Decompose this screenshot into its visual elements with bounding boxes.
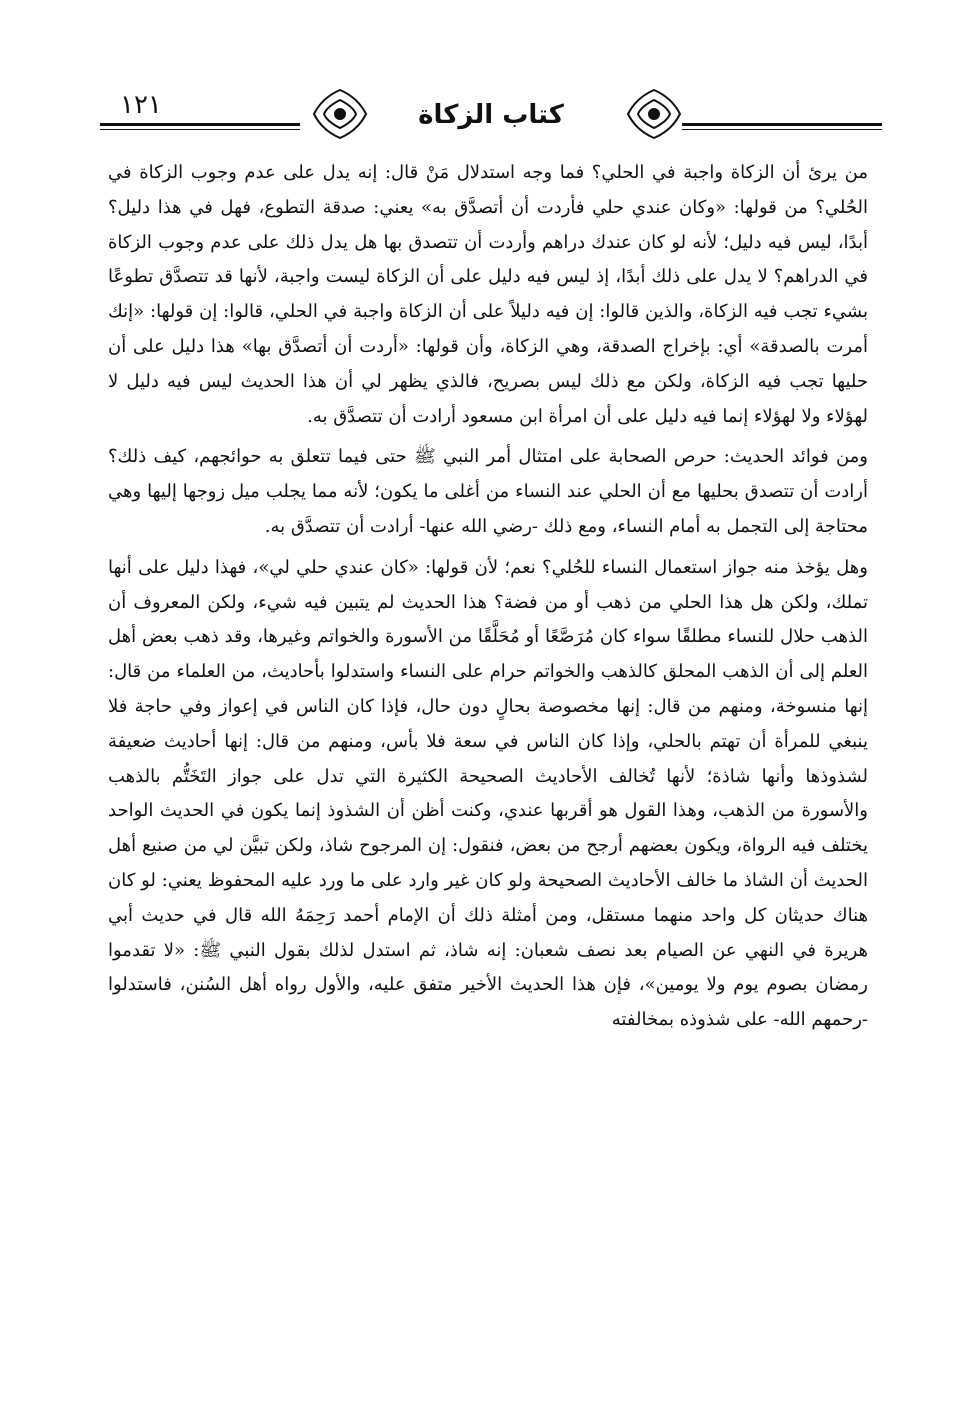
page-body — [108, 156, 868, 1038]
page-header — [100, 78, 882, 148]
ornament-right-icon — [624, 86, 684, 142]
chapter-title: كتاب الزكاة — [418, 100, 564, 130]
paragraph-2: ومن فوائد الحديث: حرص الصحابة على امتثال أمر النبي ﷺ حتى فيما تتعلق به حوائجهم، كيف ذلك؟ أرادت أن تتصدق بحليها مع أن الحلي عند النساء من أغلى ما يكون؛ لأنه مما يجلب ميل زوجها إليها وهي محتاجة إلى التجمل به أمام النساء، ومع ذلك -رضي الله عنها- أرادت أن تتصدَّق به. — [108, 446, 868, 537]
page-number: ١٢١ — [120, 90, 162, 120]
paragraph-3: وهل يؤخذ منه جواز استعمال النساء للحُلي؟ نعم؛ لأن قولها: «كان عندي حلي لي»، فهذا دليل على أنها تملك، ولكن هل هذا الحلي من ذهب أو من فضة؟ هذا الحديث لم يتبين فيه شيء، ولكن المعروف أن الذهب حلال للنساء مطلقًا سواء كان مُرَصَّعًا أو مُحَلَّقًا من الأسورة والخواتم وغيرها، وقد ذهب بعض أهل العلم إلى أن الذهب المحلق كالذهب والخواتم حرام على النساء واستدلوا بأحاديث، من العلماء من قال: إنها منسوخة، ومنهم من قال: إنها مخصوصة بحالٍ دون حال، فإذا كان الناس في إعواز وفي حاجة فلا ينبغي للمرأة أن تهتم بالحلي، وإذا كان الناس في سعة فلا بأس، ومنهم من قال: إنها أحاديث ضعيفة لشذوذها وأنها شاذة؛ لأنها تُخالف الأحاديث الصحيحة الكثيرة التي تدل على جواز التَخَتُّم بالذهب والأسورة من الذهب، وهذا القول هو أقربها عندي، وكنت أظن أن الشذوذ إنما يكون في الحديث الواحد يختلف فيه الرواة، ويكون بعضهم أرجح من بعض، فنقول: إن المرجوح شاذ، ولكن تبيَّن لي من صنيع أهل الحديث أن الشاذ ما خالف الأحاديث الصحيحة ولو كان غير وارد على ما ورد عليه المحفوظ يعني: لو كان هناك حديثان كل واحد منهما مستقل، ومن أمثلة ذلك أن الإمام أحمد رَحِمَهُ الله قال في حديث أبي هريرة في النهي عن الصيام بعد نصف شعبان: إنه شاذ، ثم استدل لذلك بقول النبي ﷺ: «لا تقدموا رمضان بصوم يوم ولا يومين»، فإن هذا الحديث الأخير متفق عليه، والأول رواه أهل السُنن، فاستدلوا -رحمهم الله- على شذوذه بمخالفته — [108, 556, 868, 1031]
paragraph-1: من يرئ أن الزكاة واجبة في الحلي؟ فما وجه استدلال مَنْ قال: إنه يدل على عدم وجوب الزكاة في الحُلي؟ من قولها: «وكان عندي حلي فأردت أن أتصدَّق به» يعني: صدقة التطوع، فهل في هذا دليل؟ أبدًا، ليس فيه دليل؛ لأنه لو كان عندك دراهم وأردت أن تتصدق بها هل يدل ذلك على عدم وجوب الزكاة في الدراهم؟ لا يدل على ذلك أبدًا، إذ ليس فيه دليل على أن الزكاة ليست واجبة، لأنها قد تتصدَّق تطوعًا بشيء تجب فيه الزكاة، والذين قالوا: إن فيه دليلاً على أن الزكاة واجبة في الحلي، قالوا: إن قولها: «إنك أمرت بالصدقة» أي: بإخراج الصدقة، وهي الزكاة، وأن قولها: «أردت أن أتصدَّق بها» هذا دليل على أن حليها تجب فيه الزكاة، ولكن مع ذلك ليس بصريح، فالذي يظهر لي أن هذا الحديث ليس فيه دليل لا لهؤلاء ولا لهؤلاء إنما فيه دليل على أن امرأة ابن مسعود أرادت أن تتصدَّق به. — [108, 162, 868, 427]
